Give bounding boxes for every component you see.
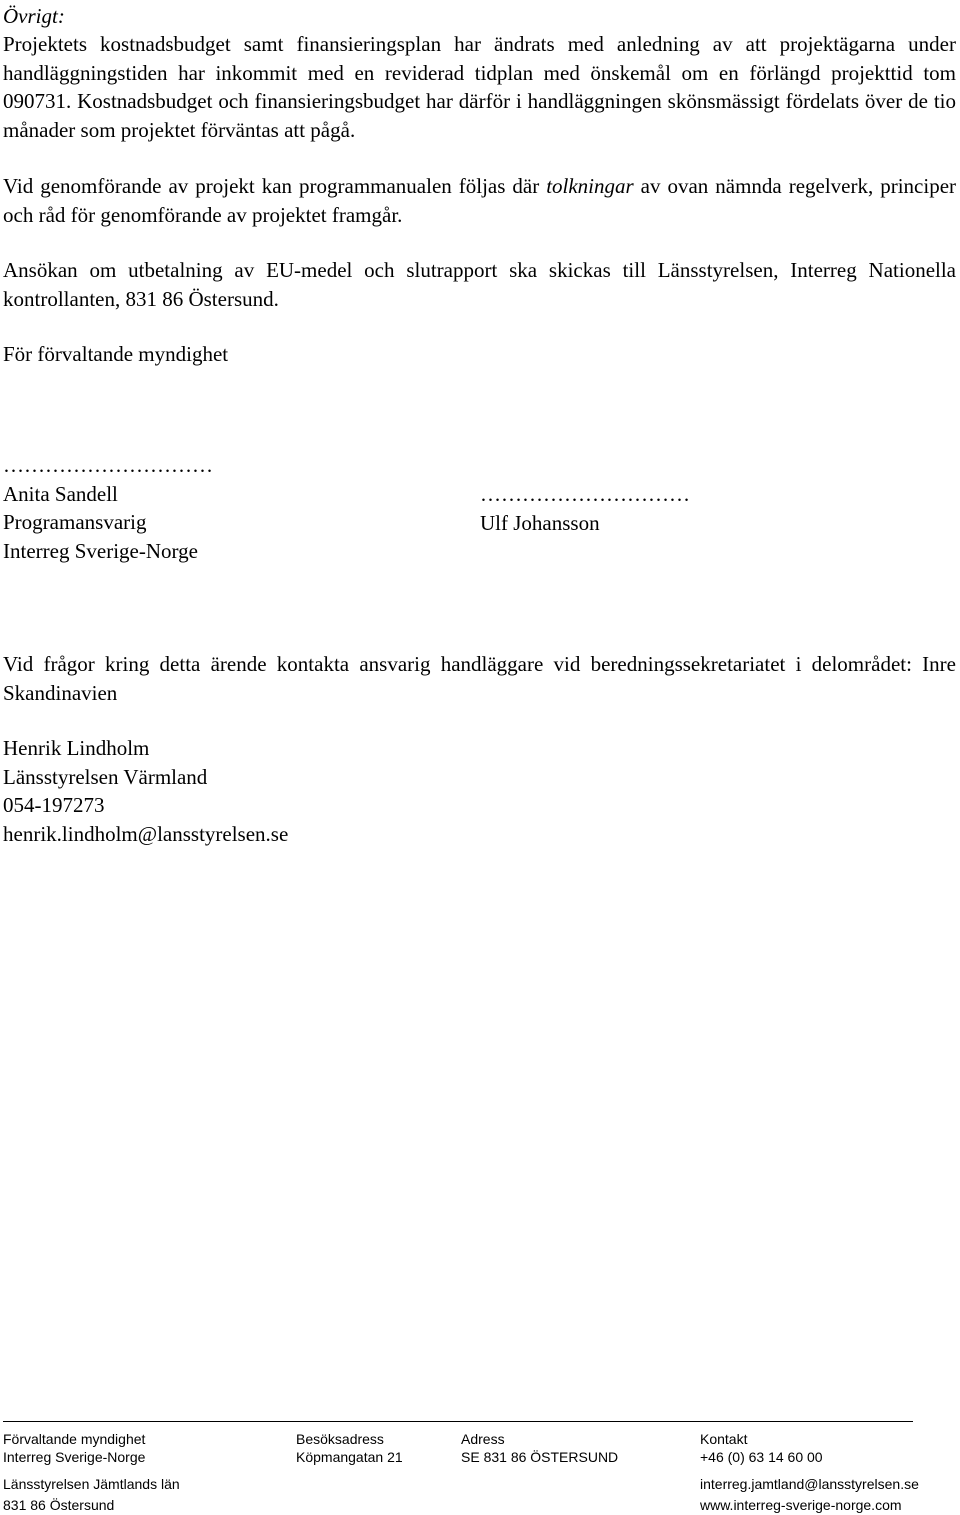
contact-email[interactable]: henrik.lindholm@lansstyrelsen.se <box>3 821 289 846</box>
payment-paragraph: Ansökan om utbetalning av EU-medel och slutrapport ska skickas till Länsstyrelsen, Interreg Nationella kontrollanten, 831 86 Östersund. <box>3 258 956 311</box>
manual-paragraph-start: Vid genomförande av projekt kan programmanualen följas där <box>3 174 547 198</box>
signature-right <box>480 480 690 537</box>
footer-authority-city: 831 86 Östersund <box>3 1497 115 1513</box>
manual-paragraph-emphasis: tolkningar <box>546 174 634 198</box>
footer-phone: +46 (0) 63 14 60 00 <box>700 1449 823 1465</box>
signature-left <box>3 451 213 565</box>
contact-block <box>3 734 288 848</box>
manual-paragraph <box>3 172 956 229</box>
footer-authority-county: Länsstyrelsen Jämtlands län <box>3 1476 180 1492</box>
manual-paragraph-end: av ovan nämnda regelverk, principer och råd för genomförande av projektet framgår. <box>3 174 957 227</box>
footer-visit-address: Köpmangatan 21 <box>296 1449 403 1465</box>
signatory-role-left: Programansvarig <box>3 510 147 534</box>
footer-visit-label: Besöksadress <box>296 1431 384 1447</box>
signature-line-right: ………………………… <box>480 482 690 506</box>
section-heading: Övrigt: <box>3 4 65 28</box>
footer-authority-label: Förvaltande myndighet <box>3 1431 146 1447</box>
signatory-name-left: Anita Sandell <box>3 481 118 506</box>
footer-postal-address: SE 831 86 ÖSTERSUND <box>461 1449 619 1465</box>
contact-phone: 054-197273 <box>3 793 105 817</box>
footer-divider <box>3 1421 913 1422</box>
footer-email[interactable]: interreg.jamtland@lansstyrelsen.se <box>700 1476 919 1492</box>
authority-label: För förvaltande myndighet <box>3 342 229 366</box>
footer-contact-label: Kontakt <box>700 1431 748 1447</box>
footer-address-label: Adress <box>461 1431 505 1447</box>
contact-name: Henrik Lindholm <box>3 736 150 760</box>
contact-org: Länsstyrelsen Värmland <box>3 764 208 789</box>
footer-website[interactable]: www.interreg-sverige-norge.com <box>700 1497 902 1513</box>
signatory-name-right: Ulf Johansson <box>480 510 600 535</box>
signatory-org-left: Interreg Sverige-Norge <box>3 538 198 563</box>
footer-authority-name: Interreg Sverige-Norge <box>3 1449 146 1465</box>
signature-line-left: ………………………… <box>3 453 213 477</box>
budget-paragraph: Projektets kostnadsbudget samt finansieringsplan har ändrats med anledning av att projektägarna under handläggningstiden har inkommit med en reviderad tidplan med önskemål om en förlängd projekttid tom 090731. Kostnadsbudget och finansieringsbudget har därför i handläggningen skönsmässigt fördelats över de tio månader som projektet förväntas att pågå. <box>3 32 956 142</box>
contact-note: Vid frågor kring detta ärende kontakta ansvarig handläggare vid beredningssekretariatet i delområdet: Inre Skandinavien <box>3 652 956 705</box>
